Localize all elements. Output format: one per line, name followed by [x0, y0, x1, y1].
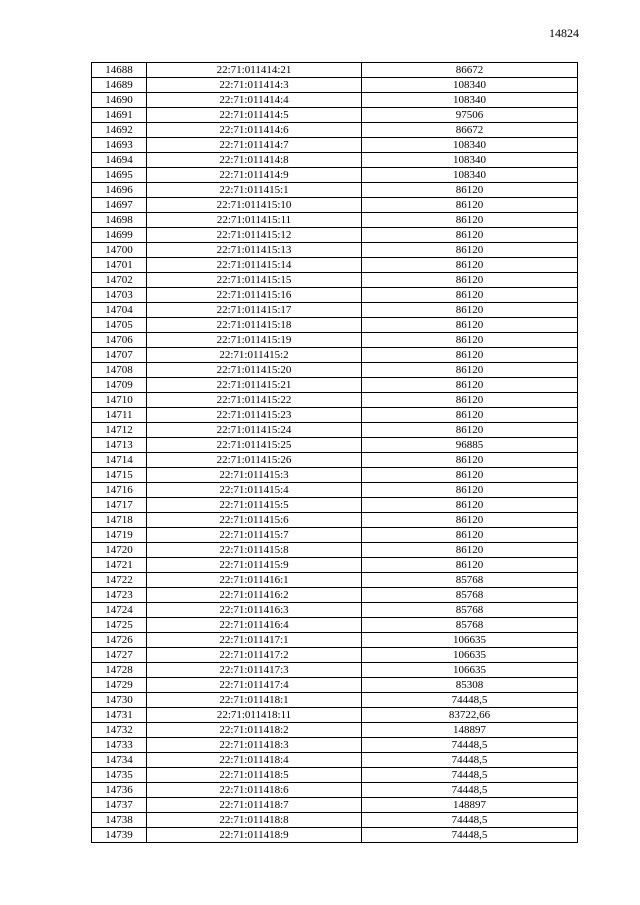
row-number-cell: 14730 — [92, 693, 147, 708]
cadastral-number-cell: 22:71:011415:8 — [147, 543, 362, 558]
value-cell: 85768 — [362, 573, 578, 588]
table-row — [92, 498, 578, 513]
cadastral-number-cell: 22:71:011417:2 — [147, 648, 362, 663]
table-row — [92, 273, 578, 288]
cadastral-number-cell: 22:71:011415:2 — [147, 348, 362, 363]
cadastral-number-cell: 22:71:011417:4 — [147, 678, 362, 693]
value-cell: 86120 — [362, 318, 578, 333]
value-cell: 74448,5 — [362, 768, 578, 783]
table-row — [92, 723, 578, 738]
value-cell: 86120 — [362, 333, 578, 348]
row-number-cell: 14718 — [92, 513, 147, 528]
table-row — [92, 153, 578, 168]
table-row — [92, 213, 578, 228]
value-cell: 108340 — [362, 138, 578, 153]
value-cell: 86120 — [362, 183, 578, 198]
value-cell: 106635 — [362, 663, 578, 678]
value-cell: 86120 — [362, 273, 578, 288]
value-cell: 86120 — [362, 258, 578, 273]
row-number-cell: 14720 — [92, 543, 147, 558]
table-row — [92, 438, 578, 453]
row-number-cell: 14701 — [92, 258, 147, 273]
value-cell: 106635 — [362, 648, 578, 663]
table-row — [92, 243, 578, 258]
row-number-cell: 14711 — [92, 408, 147, 423]
table-row — [92, 303, 578, 318]
table-row — [92, 138, 578, 153]
value-cell: 86120 — [362, 213, 578, 228]
table-body — [92, 63, 578, 843]
table-row — [92, 258, 578, 273]
table-row — [92, 183, 578, 198]
cadastral-number-cell: 22:71:011415:16 — [147, 288, 362, 303]
row-number-cell: 14716 — [92, 483, 147, 498]
table-row — [92, 828, 578, 843]
table-row — [92, 363, 578, 378]
cadastral-number-cell: 22:71:011415:5 — [147, 498, 362, 513]
value-cell: 86120 — [362, 378, 578, 393]
row-number-cell: 14694 — [92, 153, 147, 168]
row-number-cell: 14707 — [92, 348, 147, 363]
row-number-cell: 14733 — [92, 738, 147, 753]
table-row — [92, 753, 578, 768]
cadastral-number-cell: 22:71:011415:19 — [147, 333, 362, 348]
table-row — [92, 288, 578, 303]
row-number-cell: 14723 — [92, 588, 147, 603]
cadastral-number-cell: 22:71:011415:22 — [147, 393, 362, 408]
table-row — [92, 378, 578, 393]
cadastral-number-cell: 22:71:011416:4 — [147, 618, 362, 633]
row-number-cell: 14724 — [92, 603, 147, 618]
page-number: 14824 — [549, 26, 579, 40]
row-number-cell: 14728 — [92, 663, 147, 678]
row-number-cell: 14696 — [92, 183, 147, 198]
cadastral-number-cell: 22:71:011415:12 — [147, 228, 362, 243]
cadastral-number-cell: 22:71:011415:21 — [147, 378, 362, 393]
table-row — [92, 318, 578, 333]
value-cell: 148897 — [362, 798, 578, 813]
value-cell: 86120 — [362, 423, 578, 438]
value-cell: 96885 — [362, 438, 578, 453]
cadastral-number-cell: 22:71:011414:8 — [147, 153, 362, 168]
row-number-cell: 14734 — [92, 753, 147, 768]
value-cell: 86120 — [362, 393, 578, 408]
table-row — [92, 783, 578, 798]
cadastral-number-cell: 22:71:011415:15 — [147, 273, 362, 288]
row-number-cell: 14737 — [92, 798, 147, 813]
table-row — [92, 93, 578, 108]
value-cell: 85768 — [362, 618, 578, 633]
value-cell: 86120 — [362, 468, 578, 483]
table-row — [92, 798, 578, 813]
cadastral-number-cell: 22:71:011414:3 — [147, 78, 362, 93]
table-row — [92, 393, 578, 408]
cadastral-number-cell: 22:71:011416:2 — [147, 588, 362, 603]
table-row — [92, 813, 578, 828]
cadastral-number-cell: 22:71:011415:10 — [147, 198, 362, 213]
row-number-cell: 14726 — [92, 633, 147, 648]
value-cell: 86120 — [362, 528, 578, 543]
row-number-cell: 14729 — [92, 678, 147, 693]
value-cell: 74448,5 — [362, 828, 578, 843]
row-number-cell: 14702 — [92, 273, 147, 288]
table-row — [92, 528, 578, 543]
table-row — [92, 483, 578, 498]
table-row — [92, 408, 578, 423]
table-row — [92, 558, 578, 573]
value-cell: 74448,5 — [362, 693, 578, 708]
row-number-cell: 14706 — [92, 333, 147, 348]
table-row — [92, 648, 578, 663]
table-row — [92, 348, 578, 363]
value-cell: 85308 — [362, 678, 578, 693]
value-cell: 86120 — [362, 243, 578, 258]
row-number-cell: 14704 — [92, 303, 147, 318]
table-row — [92, 603, 578, 618]
row-number-cell: 14739 — [92, 828, 147, 843]
value-cell: 86120 — [362, 198, 578, 213]
table-row — [92, 708, 578, 723]
table-row — [92, 63, 578, 78]
cadastral-number-cell: 22:71:011418:8 — [147, 813, 362, 828]
table-row — [92, 168, 578, 183]
value-cell: 108340 — [362, 153, 578, 168]
value-cell: 106635 — [362, 633, 578, 648]
table-row — [92, 78, 578, 93]
value-cell: 108340 — [362, 93, 578, 108]
value-cell: 74448,5 — [362, 753, 578, 768]
value-cell: 86120 — [362, 543, 578, 558]
data-table — [91, 62, 578, 843]
cadastral-number-cell: 22:71:011417:1 — [147, 633, 362, 648]
table-row — [92, 663, 578, 678]
table-row — [92, 543, 578, 558]
value-cell: 108340 — [362, 168, 578, 183]
row-number-cell: 14732 — [92, 723, 147, 738]
row-number-cell: 14690 — [92, 93, 147, 108]
value-cell: 74448,5 — [362, 738, 578, 753]
table-row — [92, 633, 578, 648]
cadastral-number-cell: 22:71:011414:5 — [147, 108, 362, 123]
row-number-cell: 14705 — [92, 318, 147, 333]
row-number-cell: 14710 — [92, 393, 147, 408]
table-row — [92, 453, 578, 468]
cadastral-number-cell: 22:71:011415:7 — [147, 528, 362, 543]
cadastral-number-cell: 22:71:011414:9 — [147, 168, 362, 183]
value-cell: 86120 — [362, 513, 578, 528]
table-row — [92, 738, 578, 753]
value-cell: 86120 — [362, 228, 578, 243]
table-row — [92, 333, 578, 348]
row-number-cell: 14731 — [92, 708, 147, 723]
value-cell: 85768 — [362, 603, 578, 618]
value-cell: 85768 — [362, 588, 578, 603]
table-row — [92, 228, 578, 243]
value-cell: 148897 — [362, 723, 578, 738]
value-cell: 74448,5 — [362, 813, 578, 828]
value-cell: 83722,66 — [362, 708, 578, 723]
row-number-cell: 14709 — [92, 378, 147, 393]
value-cell: 97506 — [362, 108, 578, 123]
cadastral-number-cell: 22:71:011414:6 — [147, 123, 362, 138]
row-number-cell: 14736 — [92, 783, 147, 798]
value-cell: 74448,5 — [362, 783, 578, 798]
cadastral-number-cell: 22:71:011414:7 — [147, 138, 362, 153]
cadastral-number-cell: 22:71:011415:26 — [147, 453, 362, 468]
cadastral-number-cell: 22:71:011418:1 — [147, 693, 362, 708]
table-row — [92, 588, 578, 603]
cadastral-number-cell: 22:71:011415:23 — [147, 408, 362, 423]
row-number-cell: 14715 — [92, 468, 147, 483]
row-number-cell: 14738 — [92, 813, 147, 828]
table-row — [92, 618, 578, 633]
row-number-cell: 14721 — [92, 558, 147, 573]
row-number-cell: 14697 — [92, 198, 147, 213]
row-number-cell: 14722 — [92, 573, 147, 588]
value-cell: 86120 — [362, 288, 578, 303]
row-number-cell: 14688 — [92, 63, 147, 78]
cadastral-number-cell: 22:71:011418:2 — [147, 723, 362, 738]
cadastral-number-cell: 22:71:011418:4 — [147, 753, 362, 768]
cadastral-number-cell: 22:71:011414:21 — [147, 63, 362, 78]
row-number-cell: 14700 — [92, 243, 147, 258]
cadastral-number-cell: 22:71:011415:11 — [147, 213, 362, 228]
row-number-cell: 14712 — [92, 423, 147, 438]
cadastral-number-cell: 22:71:011418:7 — [147, 798, 362, 813]
cadastral-number-cell: 22:71:011415:3 — [147, 468, 362, 483]
cadastral-number-cell: 22:71:011418:3 — [147, 738, 362, 753]
cadastral-number-cell: 22:71:011418:6 — [147, 783, 362, 798]
cadastral-number-cell: 22:71:011418:5 — [147, 768, 362, 783]
row-number-cell: 14699 — [92, 228, 147, 243]
table-row — [92, 768, 578, 783]
value-cell: 86120 — [362, 453, 578, 468]
cadastral-number-cell: 22:71:011415:20 — [147, 363, 362, 378]
row-number-cell: 14713 — [92, 438, 147, 453]
cadastral-number-cell: 22:71:011415:24 — [147, 423, 362, 438]
value-cell: 86672 — [362, 123, 578, 138]
value-cell: 86120 — [362, 558, 578, 573]
row-number-cell: 14725 — [92, 618, 147, 633]
row-number-cell: 14714 — [92, 453, 147, 468]
table-row — [92, 423, 578, 438]
row-number-cell: 14703 — [92, 288, 147, 303]
cadastral-number-cell: 22:71:011415:1 — [147, 183, 362, 198]
cadastral-number-cell: 22:71:011416:3 — [147, 603, 362, 618]
cadastral-number-cell: 22:71:011415:25 — [147, 438, 362, 453]
row-number-cell: 14735 — [92, 768, 147, 783]
row-number-cell: 14719 — [92, 528, 147, 543]
value-cell: 86120 — [362, 408, 578, 423]
value-cell: 86672 — [362, 63, 578, 78]
cadastral-number-cell: 22:71:011418:11 — [147, 708, 362, 723]
table-row — [92, 693, 578, 708]
cadastral-number-cell: 22:71:011415:18 — [147, 318, 362, 333]
row-number-cell: 14691 — [92, 108, 147, 123]
cadastral-number-cell: 22:71:011418:9 — [147, 828, 362, 843]
cadastral-number-cell: 22:71:011414:4 — [147, 93, 362, 108]
cadastral-number-cell: 22:71:011415:13 — [147, 243, 362, 258]
table-row — [92, 678, 578, 693]
row-number-cell: 14698 — [92, 213, 147, 228]
row-number-cell: 14692 — [92, 123, 147, 138]
row-number-cell: 14708 — [92, 363, 147, 378]
table-row — [92, 108, 578, 123]
row-number-cell: 14693 — [92, 138, 147, 153]
value-cell: 86120 — [362, 348, 578, 363]
table-row — [92, 123, 578, 138]
value-cell: 86120 — [362, 303, 578, 318]
cadastral-number-cell: 22:71:011416:1 — [147, 573, 362, 588]
value-cell: 108340 — [362, 78, 578, 93]
row-number-cell: 14695 — [92, 168, 147, 183]
table-row — [92, 468, 578, 483]
cadastral-number-cell: 22:71:011415:9 — [147, 558, 362, 573]
cadastral-number-cell: 22:71:011415:14 — [147, 258, 362, 273]
value-cell: 86120 — [362, 483, 578, 498]
table-row — [92, 513, 578, 528]
row-number-cell: 14689 — [92, 78, 147, 93]
value-cell: 86120 — [362, 363, 578, 378]
row-number-cell: 14717 — [92, 498, 147, 513]
value-cell: 86120 — [362, 498, 578, 513]
cadastral-number-cell: 22:71:011415:6 — [147, 513, 362, 528]
table-row — [92, 573, 578, 588]
table-row — [92, 198, 578, 213]
cadastral-number-cell: 22:71:011417:3 — [147, 663, 362, 678]
row-number-cell: 14727 — [92, 648, 147, 663]
cadastral-number-cell: 22:71:011415:4 — [147, 483, 362, 498]
cadastral-number-cell: 22:71:011415:17 — [147, 303, 362, 318]
